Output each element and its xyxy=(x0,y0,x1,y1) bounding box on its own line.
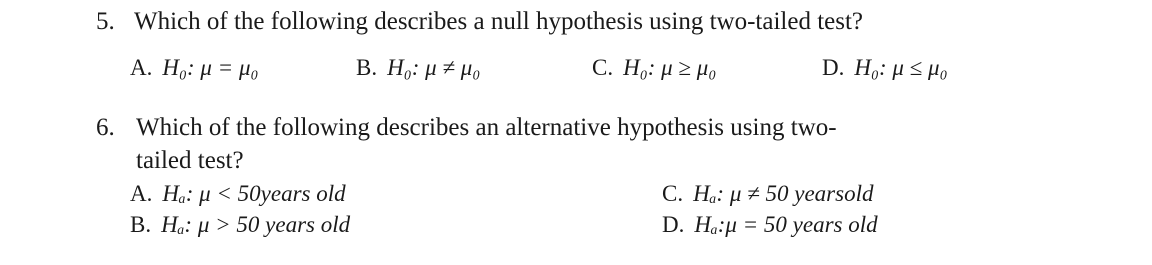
q6-option-a[interactable] xyxy=(130,180,346,208)
option-letter: C. xyxy=(592,55,614,80)
q6-option-b[interactable] xyxy=(130,211,350,239)
q6-option-c[interactable] xyxy=(662,180,873,208)
option-expression: H₀: μ ≤ μ₀ xyxy=(854,55,948,80)
option-letter: D. xyxy=(822,55,845,80)
option-letter: B. xyxy=(130,212,152,237)
q5-option-d[interactable] xyxy=(822,54,948,82)
option-expression: Hₐ: μ > 50 years old xyxy=(161,212,351,237)
question-text: Which of the following describes a null hypothesis using two-tailed test? xyxy=(134,8,864,35)
option-expression: Hₐ: μ ≠ 50 yearsold xyxy=(693,181,874,206)
q5-option-c[interactable] xyxy=(592,54,716,82)
option-expression: Hₐ:μ = 50 years old xyxy=(694,212,878,237)
option-expression: H₀: μ ≥ μ₀ xyxy=(623,55,717,80)
option-letter: A. xyxy=(130,181,153,206)
option-expression: Hₐ: μ < 50years old xyxy=(162,181,346,206)
option-expression: H₀: μ = μ₀ xyxy=(162,55,259,80)
option-letter: C. xyxy=(662,181,684,206)
question-text-continued: tailed test? xyxy=(136,147,244,174)
question-number: 5. xyxy=(96,8,115,35)
question-number: 6. xyxy=(96,114,115,141)
q5-option-a[interactable] xyxy=(130,54,259,82)
option-expression: H₀: μ ≠ μ₀ xyxy=(387,55,481,80)
option-letter: B. xyxy=(356,55,378,80)
option-letter: D. xyxy=(662,212,685,237)
question-text: Which of the following describes an alternative hypothesis using two- xyxy=(136,114,837,141)
option-letter: A. xyxy=(130,55,153,80)
q5-option-b[interactable] xyxy=(356,54,480,82)
q6-option-d[interactable] xyxy=(662,211,878,239)
